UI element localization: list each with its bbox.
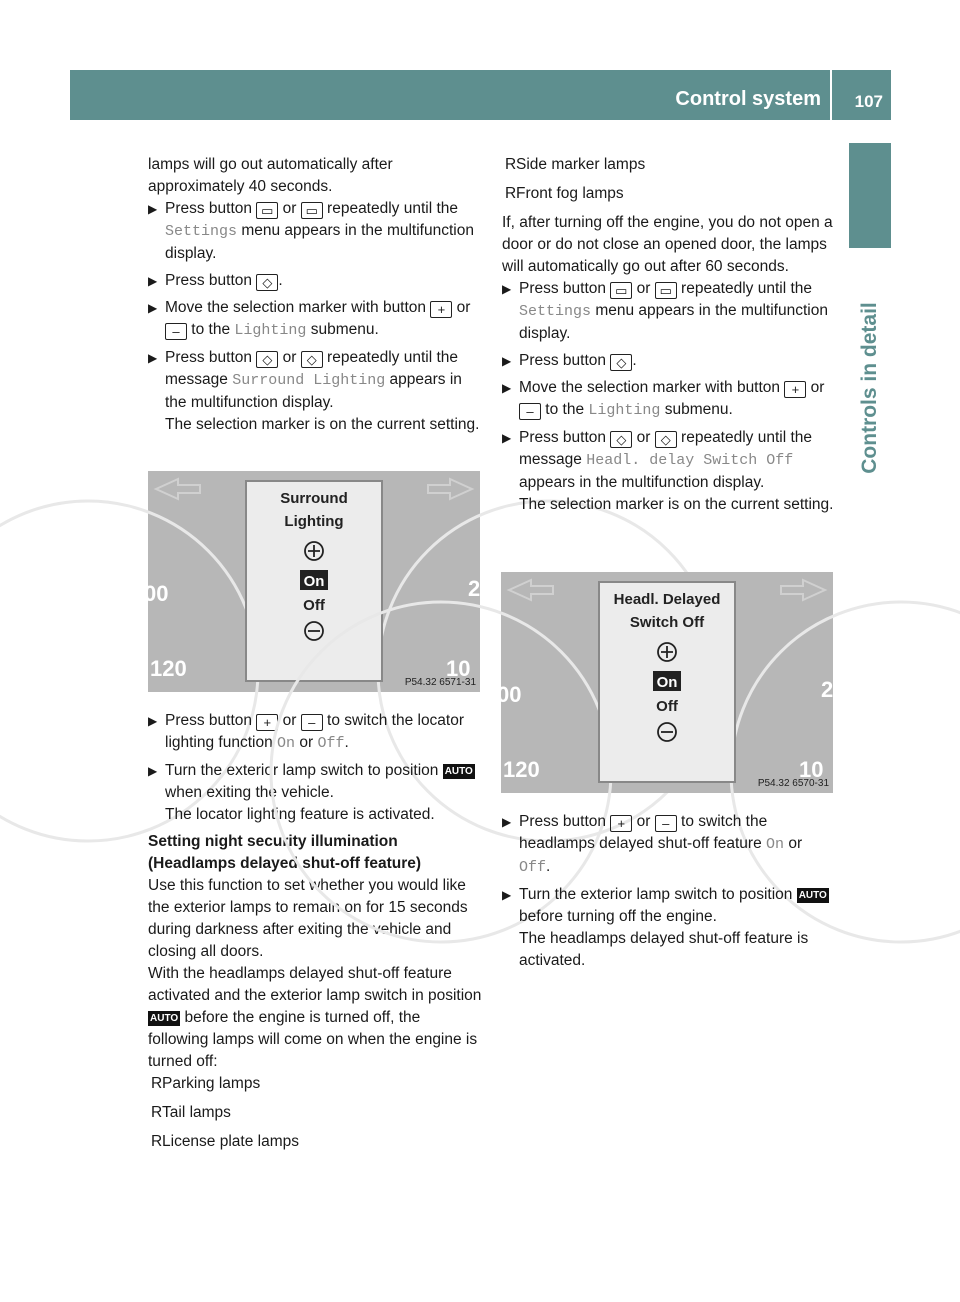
section-heading: Setting night security illumination (Headlamps delayed shut-off feature) [148,833,422,872]
auto-symbol: AUTO [798,890,827,901]
left-arrow-icon [156,479,200,499]
bullet-marker: R [151,1133,163,1150]
display-line: Switch Off [629,614,705,631]
button-symbol-icon: ▭ [256,202,278,219]
instruction-step: ▶ Turn the exterior lamp switch to position AUTO before turning off the engine. The headlamps delayed shut-off feature is activated. [502,884,837,972]
step-list [148,710,483,826]
step-arrow-icon: ▶ [148,202,158,216]
bullet-marker: R [505,156,517,173]
step-result: The selection marker is on the current setting. [519,496,834,513]
list-item: R License plate lamps [148,1131,483,1153]
bullet-marker: R [505,185,517,202]
instruction-step: ▶ Press button ◇ . [502,352,637,370]
dial-number: 00 [497,682,522,707]
display-message: Settings [165,223,238,240]
button-symbol-icon: ◇ [256,351,278,368]
display-message: Surround Lighting [232,372,386,389]
section-tab [849,143,891,248]
option-off: Off [656,698,678,715]
option-on: On [656,674,678,691]
instruction-step: ▶ Press button ◇ or ◇ repeatedly until the message Surround Lighting appears in the multifunction display. The selection marker is on the current setting. [148,347,483,436]
display-line: Lighting [284,513,344,530]
bullet-list [148,1073,483,1153]
instruction-step: ▶ Press button + or – to switch the headlamps delayed shut-off feature On or Off. [502,813,803,876]
instruction-step: ▶ Press button + or – to switch the locator lighting function On or Off. [148,712,465,752]
button-symbol-icon: ◇ [256,274,278,291]
step-arrow-icon: ▶ [502,431,512,445]
dial-number: 120 [150,656,187,681]
intro-text: lamps will go out automatically after approximately 40 seconds. [148,156,393,195]
button-symbol-icon: – [655,815,677,832]
dial-number: 10 [446,656,471,681]
display-message: Off [519,859,547,876]
step-arrow-icon: ▶ [502,354,512,368]
bullet-list [502,154,837,205]
button-symbol-icon: ◇ [610,431,632,448]
instruction-step: ▶ Turn the exterior lamp switch to position AUTO when exiting the vehicle. The locator lighting feature is activated. [148,760,483,826]
list-item: R Front fog lamps [502,183,837,205]
display-figure-headlamps-delayed [497,572,834,793]
display-message: Lighting [588,402,661,419]
step-result: The selection marker is on the current setting. [165,416,480,433]
instruction-step: ▶ Move the selection marker with button + or – to the Lighting submenu. [148,299,471,339]
step-list [502,811,837,972]
button-symbol-icon: ◇ [655,431,677,448]
step-arrow-icon: ▶ [148,274,158,288]
left-column-lower [148,710,483,1160]
right-column [502,154,837,521]
button-symbol-icon: – [301,714,323,731]
figure-reference: P54.32 6570-31 [757,778,829,789]
cluster-display-graphic [497,572,834,793]
section-side-label: Controls in detail [858,302,881,474]
auto-symbol: AUTO [444,766,473,777]
step-arrow-icon: ▶ [502,815,512,829]
display-message: Settings [519,303,592,320]
right-arrow-icon [428,479,472,499]
step-arrow-icon: ▶ [148,764,158,778]
left-column [148,154,483,441]
display-message: Off [317,735,345,752]
left-arrow-icon [509,580,553,600]
instruction-step: ▶ Press button ▭ or ▭ repeatedly until the Settings menu appears in the multifunction display. [502,280,828,342]
body-paragraph: With the headlamps delayed shut-off feature activated and the exterior lamp switch in position AUTO before the engine is turned off, the following lamps will come on when the engine is turned off: [148,965,482,1070]
dial-number: 2 [468,576,481,601]
button-symbol-icon: ◇ [610,354,632,371]
step-arrow-icon: ▶ [502,381,512,395]
instruction-step: ▶ Press button ◇ . [148,272,283,290]
instruction-step: ▶ Press button ▭ or ▭ repeatedly until the Settings menu appears in the multifunction display. [148,200,474,262]
dial-number: 2 [821,677,834,702]
display-message: Headl. delay Switch Off [586,452,794,469]
step-arrow-icon: ▶ [148,351,158,365]
button-symbol-icon: + [430,301,452,318]
display-message: On [277,735,296,752]
button-symbol-icon: ▭ [610,282,632,299]
button-symbol-icon: + [610,815,632,832]
button-symbol-icon: ▭ [301,202,323,219]
auto-symbol: AUTO [150,1013,179,1024]
bullet-marker: R [151,1075,163,1092]
button-symbol-icon: + [784,381,806,398]
right-column-lower [502,811,837,977]
button-symbol-icon: ▭ [655,282,677,299]
button-symbol-icon: ◇ [301,351,323,368]
header-divider [830,70,832,120]
body-paragraph: Use this function to set whether you would like the exterior lamps to remain on for 15 seconds during darkness after exiting the vehicle and closing all doors. [148,877,468,960]
button-symbol-icon: – [519,403,541,420]
step-result: The locator lighting feature is activated. [165,806,435,823]
right-arrow-icon [781,580,825,600]
step-arrow-icon: ▶ [502,888,512,902]
list-item: R Side marker lamps [502,154,837,176]
button-symbol-icon: + [256,714,278,731]
body-paragraph: If, after turning off the engine, you do not open a door or do not close an opened door, the lamps will automatically go out after 60 seconds. [502,214,833,275]
option-off: Off [303,597,325,614]
instruction-step: ▶ Move the selection marker with button + or – to the Lighting submenu. [502,379,825,419]
header-title: Control system [675,88,821,110]
list-item: R Parking lamps [148,1073,483,1095]
option-on: On [303,573,325,590]
button-symbol-icon: – [165,323,187,340]
display-line: Surround [280,490,348,507]
dial-number: 00 [144,581,169,606]
step-arrow-icon: ▶ [502,282,512,296]
dial-number: 10 [799,757,824,782]
instruction-step: ▶ Press button ◇ or ◇ repeatedly until the message Headl. delay Switch Off appears in the multifunction display. The selection marker is on the current setting. [502,427,837,516]
display-message: Lighting [234,322,307,339]
step-arrow-icon: ▶ [148,301,158,315]
page-number: 107 [854,92,883,111]
step-list [502,278,837,516]
display-line: Headl. Delayed [613,591,721,608]
step-list [148,198,483,436]
page-header [70,70,891,120]
dial-number: 120 [503,757,540,782]
step-arrow-icon: ▶ [148,714,158,728]
figure-reference: P54.32 6571-31 [404,677,476,688]
list-item: R Tail lamps [148,1102,483,1124]
display-message: On [766,836,785,853]
step-result: The headlamps delayed shut-off feature is activated. [519,930,809,969]
bullet-marker: R [151,1104,163,1121]
